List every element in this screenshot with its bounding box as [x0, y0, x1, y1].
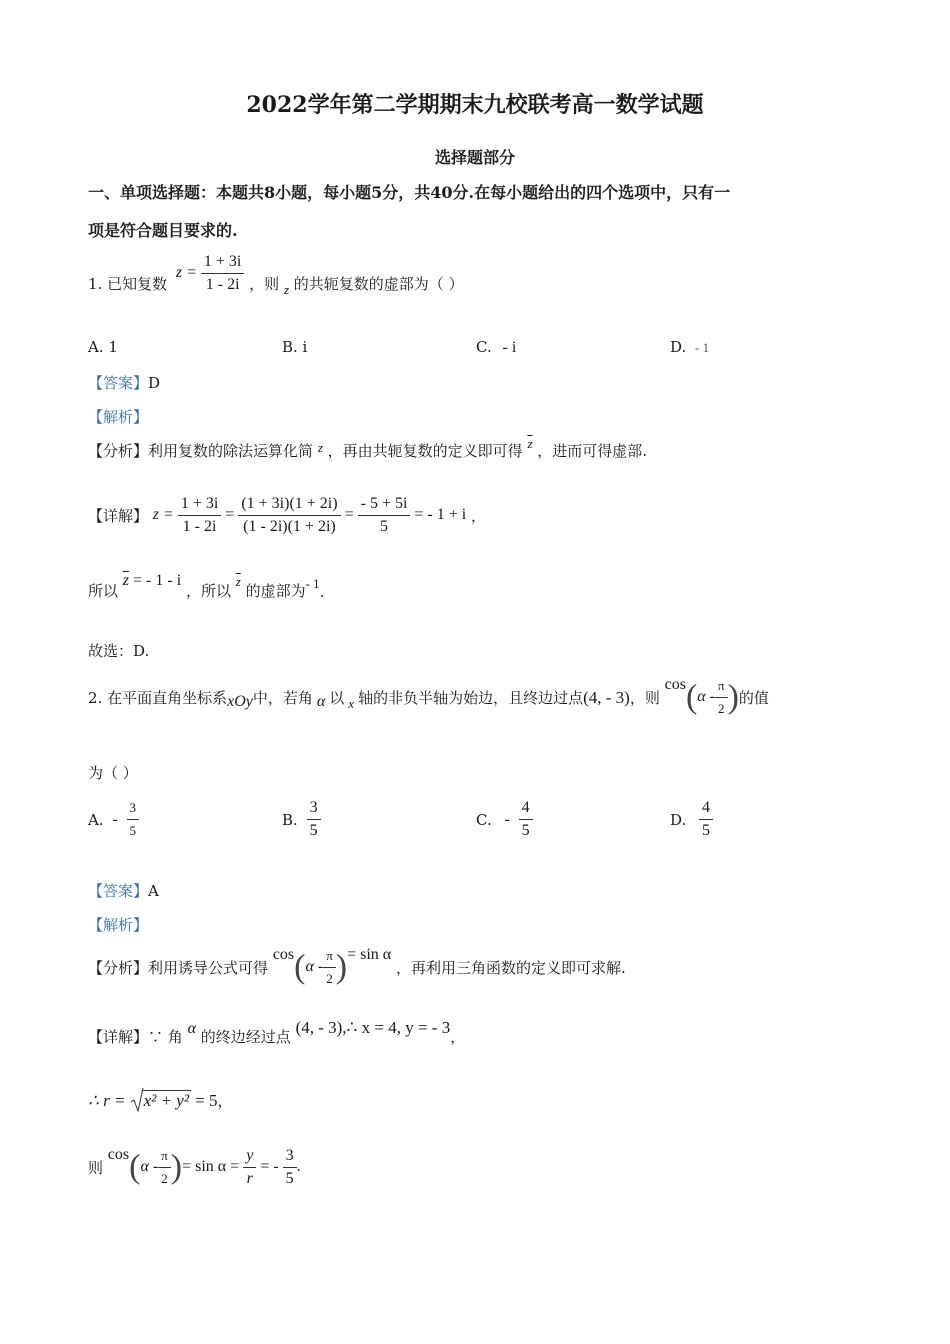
q1-detail-tag: 【详解】 — [88, 507, 149, 525]
q2-detail-tag: 【详解】 — [88, 1028, 149, 1046]
q1-fenxi-zbar: $\overline{z}$ — [527, 436, 533, 451]
q2-t2: 以 — [329, 689, 345, 707]
q2-cos-inner: α - — [697, 688, 716, 706]
q2-sqrt — [130, 1091, 191, 1111]
q1-answer-tag: 【答案】 — [88, 374, 149, 392]
section-heading-line2: 项是符合题目要求的. — [88, 221, 238, 240]
q2-answer — [88, 880, 159, 901]
q2-final-pi: π — [158, 1146, 171, 1168]
q1-detail-tail: = - 1 + i — [414, 506, 467, 524]
q2-fenxi — [88, 946, 626, 989]
q1-z-fraction — [176, 252, 245, 295]
q2-detail-alpha: α — [187, 1020, 196, 1037]
q2-t1: 中，若角 — [252, 689, 313, 707]
q1-option-d-math: - 1 — [695, 340, 710, 355]
q1-so3: 的虚部为 — [245, 582, 306, 600]
q2-option-b-label: B. — [282, 810, 298, 829]
q1-analysis-tag: 【解析】 — [88, 408, 149, 426]
q2-option-d-num: 4 — [699, 798, 713, 820]
q2-option-c-neg: - — [504, 810, 510, 828]
q2-fenxi-inner: α - — [305, 958, 324, 976]
q2-fenxi-tag: 【分析】 — [88, 959, 149, 977]
q2-x: x — [348, 695, 355, 711]
q2-option-c — [476, 798, 533, 841]
q2-final-inner: α - — [140, 1158, 159, 1176]
q2-option-a-num: 3 — [127, 798, 140, 820]
q1-detail-eq2: = — [344, 506, 354, 524]
q2-final-den: 5 — [285, 1170, 294, 1187]
question-2 — [88, 676, 769, 719]
q2-xoy: xOy — [227, 692, 253, 710]
q2-answer-value: A — [148, 882, 159, 900]
q1-option-a: A. 1 — [88, 338, 118, 356]
q1-fenxi-z: z — [317, 440, 323, 455]
q1-frac-den: 1 - 2i — [205, 276, 240, 293]
q2-final — [88, 1146, 301, 1189]
q2-t4: ，则 — [629, 689, 660, 707]
q2-fenxi-two: 2 — [326, 971, 333, 986]
q1-option-c — [476, 338, 516, 357]
q2-cos-expr: cos(α - $\frac{\pi}{2}$ ) — [665, 676, 739, 719]
q1-detail — [88, 494, 486, 537]
q2-option-b-den: 5 — [309, 822, 318, 839]
q1-detail-f2-num: (1 + 3i)(1 + 2i) — [238, 494, 340, 516]
section-heading-line1: 一、单项选择题：本题共8小题，每小题5分，共40分.在每小题给出的四个选项中，只有一 — [88, 183, 731, 202]
q2-detail-1: 的终边经过点 — [200, 1028, 291, 1046]
q1-post: 的共轭复数的虚部为（ ） — [293, 275, 464, 293]
q1-so-val: - 1 — [305, 576, 320, 591]
section-subtitle: 选择题部分 — [434, 148, 515, 167]
question-1 — [88, 252, 464, 298]
q1-detail-comma: ， — [471, 507, 487, 525]
q2-sqrt-content: x² + y² — [143, 1091, 189, 1110]
q2-option-d-den: 5 — [702, 822, 711, 839]
q2-final-end: . — [296, 1158, 301, 1176]
q1-choose: 故选：D. — [88, 642, 150, 660]
q1-detail-f1-num: 1 + 3i — [178, 494, 221, 516]
q1-option-d — [670, 338, 709, 356]
q2-answer-tag: 【答案】 — [88, 882, 149, 900]
q2-fenxi-cos: cos — [272, 946, 295, 963]
q1-answer-value: D — [148, 374, 161, 392]
page-title: 2022学年第二学期期末九校联考高一数学试题 — [246, 92, 704, 118]
q2-detail-comma: ， — [450, 1028, 466, 1046]
q2-option-a-label: A. — [88, 810, 104, 829]
q1-detail-f1-den: 1 - 2i — [182, 518, 217, 535]
q1-fenxi — [88, 436, 648, 461]
q2-option-c-label: C. — [476, 810, 492, 829]
q2-final-y: y — [243, 1146, 256, 1168]
q1-option-d-label: D. — [670, 338, 687, 356]
q2-detail — [88, 1018, 466, 1047]
q2-fenxi-eq: = sin α — [347, 946, 392, 963]
q2-r-tail: = 5 — [195, 1091, 218, 1110]
q2-final-two: 2 — [161, 1171, 168, 1186]
q2-point: (4, - 3) — [583, 687, 630, 707]
q2-pi: π — [715, 676, 728, 698]
q2-option-a — [88, 798, 139, 841]
q2-analysis-tag: 【解析】 — [88, 916, 149, 934]
q2-line2: 为（ ） — [88, 764, 138, 782]
q1-so-zbar: $\overline{z}$ — [122, 572, 130, 589]
q2-cos: cos — [664, 676, 686, 693]
q2-fenxi-1: 利用诱导公式可得 — [148, 959, 269, 977]
q2-r-pre: ∴ r = — [88, 1091, 126, 1110]
sqrt-symbol-icon — [130, 1087, 144, 1113]
q1-so1: 所以 — [88, 582, 119, 600]
q2-r-comma: ， — [217, 1094, 233, 1110]
q1-detail-z: z = — [152, 506, 174, 524]
q1-detail-eq1: = — [225, 506, 235, 524]
q2-r-line — [88, 1090, 233, 1111]
q1-detail-f2-den: (1 - 2i)(1 + 2i) — [243, 518, 336, 535]
q2-t5: 的值 — [738, 689, 769, 707]
q1-answer — [88, 372, 160, 393]
q2-option-c-den: 5 — [521, 822, 530, 839]
q1-detail-f3-num: - 5 + 5i — [358, 494, 411, 516]
q1-z-lhs: z = — [175, 264, 197, 282]
q2-because: ∵ 角 — [148, 1028, 183, 1046]
q1-so-eq: = - 1 - i — [129, 572, 182, 589]
q2-option-a-neg: - — [112, 810, 118, 828]
q1-option-c-label: C. — [476, 338, 492, 356]
q1-mid: ，则 — [249, 275, 280, 293]
q2-t3: 轴的非负半轴为始边，且终边过点 — [358, 689, 584, 707]
q2-fenxi-math: cos(α - $\frac{\pi}{2}$ )= sin α — [273, 946, 391, 989]
q1-z: z — [283, 282, 290, 297]
q1-detail-math — [153, 494, 466, 537]
q2-option-d — [670, 798, 713, 841]
q1-prefix: 1. 已知复数 — [88, 275, 168, 293]
q2-detail-math: (4, - 3),∴ x = 4, y = - 3 — [295, 1018, 451, 1037]
q2-option-b — [282, 798, 321, 841]
q1-fenxi-3: ，进而可得虚部. — [537, 442, 648, 460]
q1-fenxi-2: ，再由共轭复数的定义即可得 — [327, 442, 523, 460]
q1-option-c-math: - i — [502, 339, 517, 356]
q2-alpha: α — [316, 692, 326, 710]
q2-final-cos: cos — [107, 1146, 130, 1163]
q2-final-eq2: = - — [260, 1158, 279, 1176]
q2-final-r: r — [246, 1170, 253, 1187]
q1-option-b: B. i — [282, 338, 308, 356]
q2-ze: 则 — [88, 1159, 104, 1177]
q1-frac-num: 1 + 3i — [201, 252, 244, 274]
q1-conclusion — [88, 572, 325, 601]
q2-option-b-num: 3 — [307, 798, 321, 820]
q1-so-math — [123, 572, 181, 590]
q2-option-a-den: 5 — [129, 823, 136, 838]
q2-option-c-num: 4 — [519, 798, 533, 820]
q2-final-math: cos(α - $\frac{\pi}{2}$ )= sin α = $\frac{y}{r}$ = - $\frac{3}{5}$ . — [107, 1146, 301, 1187]
q2-final-eq1: = sin α = — [182, 1158, 240, 1176]
q1-fenxi-tag: 【分析】 — [88, 442, 149, 460]
q1-so-z2: $\overline{z}$ — [235, 574, 241, 589]
q2-fenxi-pi: π — [323, 946, 336, 968]
q2-final-num: 3 — [283, 1146, 297, 1168]
q1-detail-f3-den: 5 — [380, 518, 388, 535]
q2-fenxi-2: ，再利用三角函数的定义即可求解. — [395, 959, 626, 977]
q2-two: 2 — [718, 701, 725, 716]
q1-so-end: . — [319, 583, 325, 601]
q2-option-d-label: D. — [670, 810, 687, 829]
q1-fenxi-1: 利用复数的除法运算化简 — [148, 442, 314, 460]
q2-prefix: 2. 在平面直角坐标系 — [88, 689, 228, 707]
q1-so2: ，所以 — [185, 582, 231, 600]
